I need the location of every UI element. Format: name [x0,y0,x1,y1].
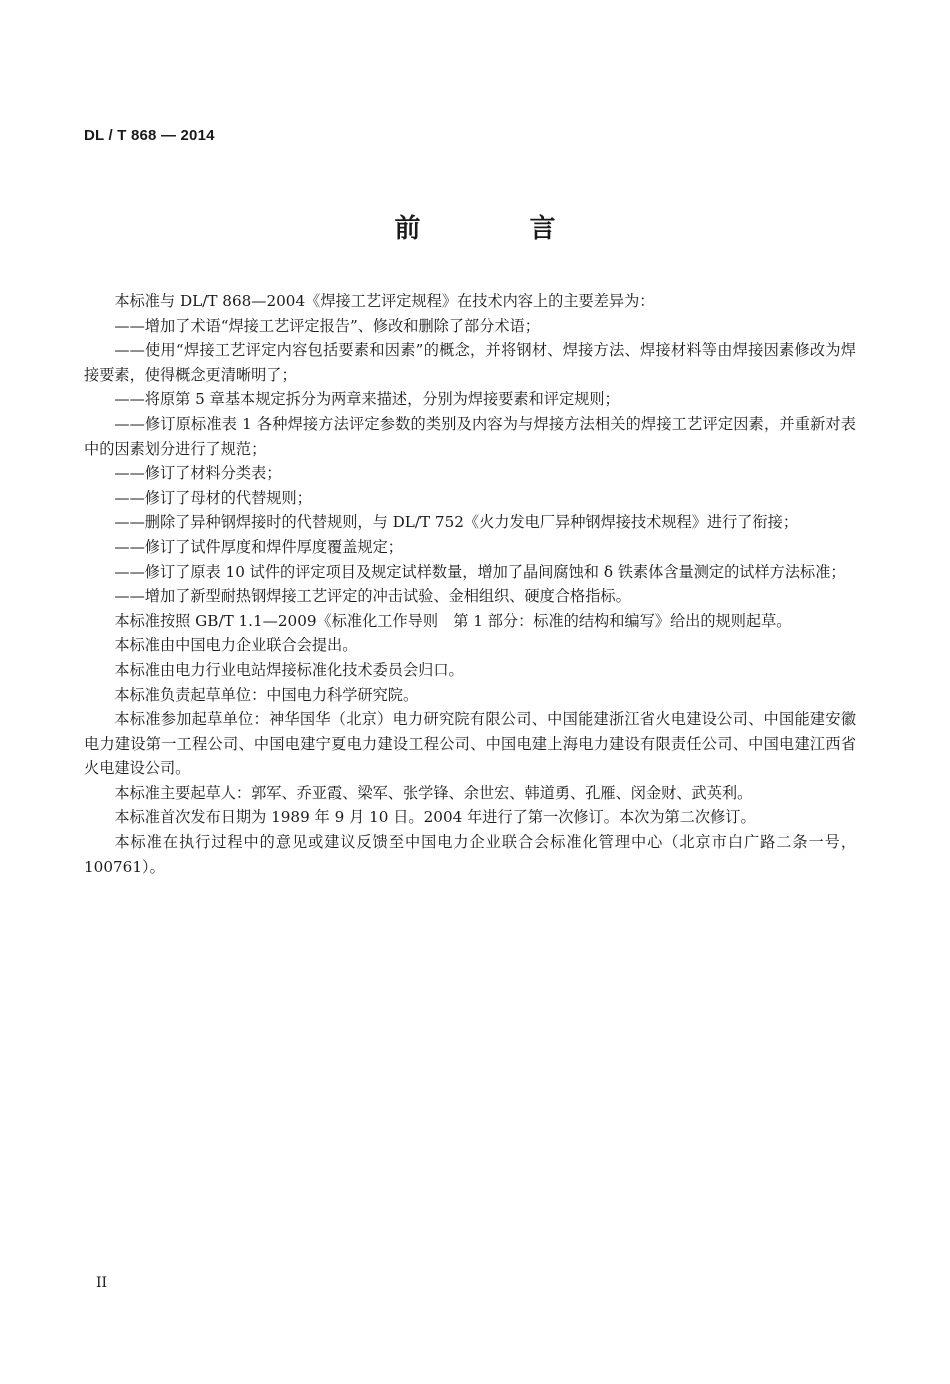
paragraph: 本标准首次发布日期为 1989 年 9 月 10 日。2004 年进行了第一次修订。本次为第二次修订。 [114,808,756,827]
paragraph: ——修订了母材的代替规则； [114,488,312,507]
paragraph: 本标准由电力行业电站焊接标准化技术委员会归口。 [114,660,464,679]
standard-code: DL / T 868 — 2014 [84,127,215,144]
paragraph: ——修订了试件厚度和焊件厚度覆盖规定； [114,537,403,556]
paragraph: 本标准由中国电力企业联合会提出。 [114,636,358,655]
paragraph: 本标准在执行过程中的意见或建议反馈至中国电力企业联合会标准化管理中心（北京市白广路二条一号，100761）。 [84,833,856,876]
paragraph: 本标准与 DL/T 868—2004《焊接工艺评定规程》在技术内容上的主要差异为： [114,292,655,310]
paragraph: 本标准参加起草单位：神华国华（北京）电力研究院有限公司、中国能建浙江省火电建设公司、中国能建安徽电力建设第一工程公司、中国电建宁夏电力建设工程公司、中国电建上海电力建设有限责任公司、中国电建江西省火电建设公司。 [84,710,856,778]
page-title: 前 言 [394,214,606,244]
foreword-body [84,289,856,879]
paragraph: ——修订了材料分类表； [114,464,282,483]
paragraph: ——将原第 5 章基本规定拆分为两章来描述，分别为焊接要素和评定规则； [114,390,620,409]
paragraph: 本标准负责起草单位：中国电力科学研究院。 [114,685,419,704]
paragraph: ——修订了原表 10 试件的评定项目及规定试样数量，增加了晶间腐蚀和 δ 铁素体含量测定的试样方法标准； [114,562,846,581]
paragraph: 本标准主要起草人：郭军、乔亚霞、梁军、张学锋、余世宏、韩道勇、孔雁、闵金财、武英利。 [114,783,753,802]
paragraph: ——修订原标准表 1 各种焊接方法评定参数的类别及内容为与焊接方法相关的焊接工艺评定因素，并重新对表中的因素划分进行了规范； [84,414,856,458]
paragraph: ——增加了新型耐热钢焊接工艺评定的冲击试验、金相组织、硬度合格指标。 [114,587,631,606]
page-number: II [96,1275,108,1291]
paragraph: ——使用“焊接工艺评定内容包括要素和因素”的概念，并将钢材、焊接方法、焊接材料等由焊接因素修改为焊接要素，使得概念更清晰明了； [84,341,856,384]
paragraph: ——增加了术语“焊接工艺评定报告”、修改和删除了部分术语； [114,316,540,335]
paragraph: ——删除了异种钢焊接时的代替规则，与 DL/T 752《火力发电厂异种钢焊接技术规程》进行了衔接； [114,513,799,532]
paragraph: 本标准按照 GB/T 1.1—2009《标准化工作导则 第 1 部分：标准的结构和编写》给出的规则起草。 [114,611,792,630]
